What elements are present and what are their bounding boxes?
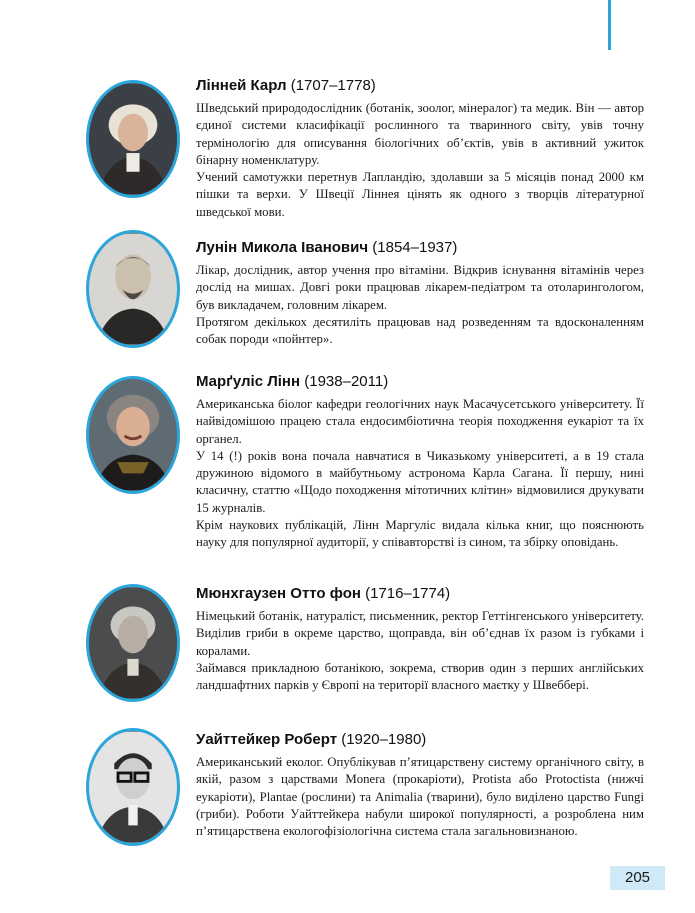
entry-text <box>196 76 644 221</box>
paragraph: Американська біолог кафедри геологічних наук Масачусетського університету. Її найвідомішою працею стала ендосимбіотична теорія походження еукаріот та їх органел. <box>196 397 644 446</box>
entry-heading <box>196 372 644 392</box>
top-accent-rule <box>608 0 611 50</box>
portrait-lunin <box>86 230 180 348</box>
paragraph: Американський еколог. Опублікував п’ятицарствену систему органічного світу, в якій, разом з царствами Monera (прокаріоти), Protista або Protoctista (нижчі еукаріоти), Plantae (рослини) та Animalia (тварини), було виділено царство Fungi (гриби). Роботи Уайттейкера набули широкої популярності, а розроблена ним п’ятицарствена екологофізіологічна система стала загальновизнаною. <box>196 755 644 839</box>
life-dates: (1707–1778) <box>290 77 376 94</box>
paragraph: Німецький ботанік, натураліст, письменник, ректор Геттінгенського університету. Виділив гриби в окреме царство, щоправда, він об’єднав їх разом із губками і коралами. <box>196 609 644 658</box>
entry-heading <box>196 238 644 258</box>
paragraph: Лікар, дослідник, автор учення про вітаміни. Відкрив існування вітамінів через дослід на мишах. Довгі роки працював лікарем-педіатром та отоларингологом, був викладачем, головним лікарем. <box>196 263 644 312</box>
person-name: Марґуліс Лінн <box>196 373 301 390</box>
paragraph: Протягом декількох десятиліть працював над розведенням та вдосконаленням собак породи «пойнтер». <box>196 314 644 347</box>
portrait-lunin-image <box>89 233 177 345</box>
entry-body <box>196 754 644 840</box>
entry-text <box>196 372 644 552</box>
entry-body <box>196 100 644 221</box>
entry-text <box>196 238 644 348</box>
life-dates: (1920–1980) <box>341 731 427 748</box>
entry-text <box>196 730 644 840</box>
portrait-munchhausen <box>86 584 180 702</box>
entry-heading <box>196 76 644 96</box>
portrait-whittaker <box>86 728 180 846</box>
portrait-linnaeus <box>86 80 180 198</box>
paragraph: Учений самотужки перетнув Лапландію, здолавши за 5 місяців понад 2000 км пішки та верхи. У Швеції Ліннея цінять як одного з творців літературної шведської мови. <box>196 170 644 219</box>
person-name: Мюнхгаузен Отто фон <box>196 585 361 602</box>
life-dates: (1716–1774) <box>365 585 451 602</box>
portrait-munchhausen-image <box>89 587 177 699</box>
portrait-margulis-image <box>89 379 177 491</box>
person-name: Уайттейкер Роберт <box>196 731 338 748</box>
paragraph: Крім наукових публікацій, Лінн Маргуліс видала кілька книг, що пояснюють науку для популярної аудиторії, у співавторстві із сином, та збірку оповідань. <box>196 518 644 550</box>
entry-body <box>196 396 644 552</box>
page-number: 205 <box>610 866 665 890</box>
entry-text <box>196 584 644 694</box>
life-dates: (1854–1937) <box>372 239 458 256</box>
life-dates: (1938–2011) <box>304 373 389 390</box>
portrait-whittaker-image <box>89 731 177 843</box>
entry-heading <box>196 730 644 750</box>
entry-body <box>196 262 644 348</box>
person-name: Лунін Микола Іванович <box>196 239 369 256</box>
entry-heading <box>196 584 644 604</box>
portrait-linnaeus-image <box>89 83 177 195</box>
person-name: Лінней Карл <box>196 77 287 94</box>
paragraph: Займався прикладною ботанікою, зокрема, створив один з перших англійських ландшафтних парків у Європі на території власного маєтку у Швеббері. <box>196 660 644 693</box>
paragraph: У 14 (!) років вона почала навчатися в Чиказькому університеті, а в 19 стала дружиною відомого в майбутньому астронома Карла Сагана. Її першу, нині класичну, статтю «Щодо походження мітотичних клітин» відмовилися друкувати 15 журналів. <box>196 448 644 515</box>
portrait-margulis <box>86 376 180 494</box>
paragraph: Шведський природодослідник (ботанік, зоолог, мінералог) та медик. Він — автор єдиної системи класифікації рослинного та тваринного світу, увів точну термінологію для описування біологічних об’єктів, увів в активний ужиток бінарну номенклатуру. <box>196 101 644 167</box>
entry-body <box>196 608 644 694</box>
